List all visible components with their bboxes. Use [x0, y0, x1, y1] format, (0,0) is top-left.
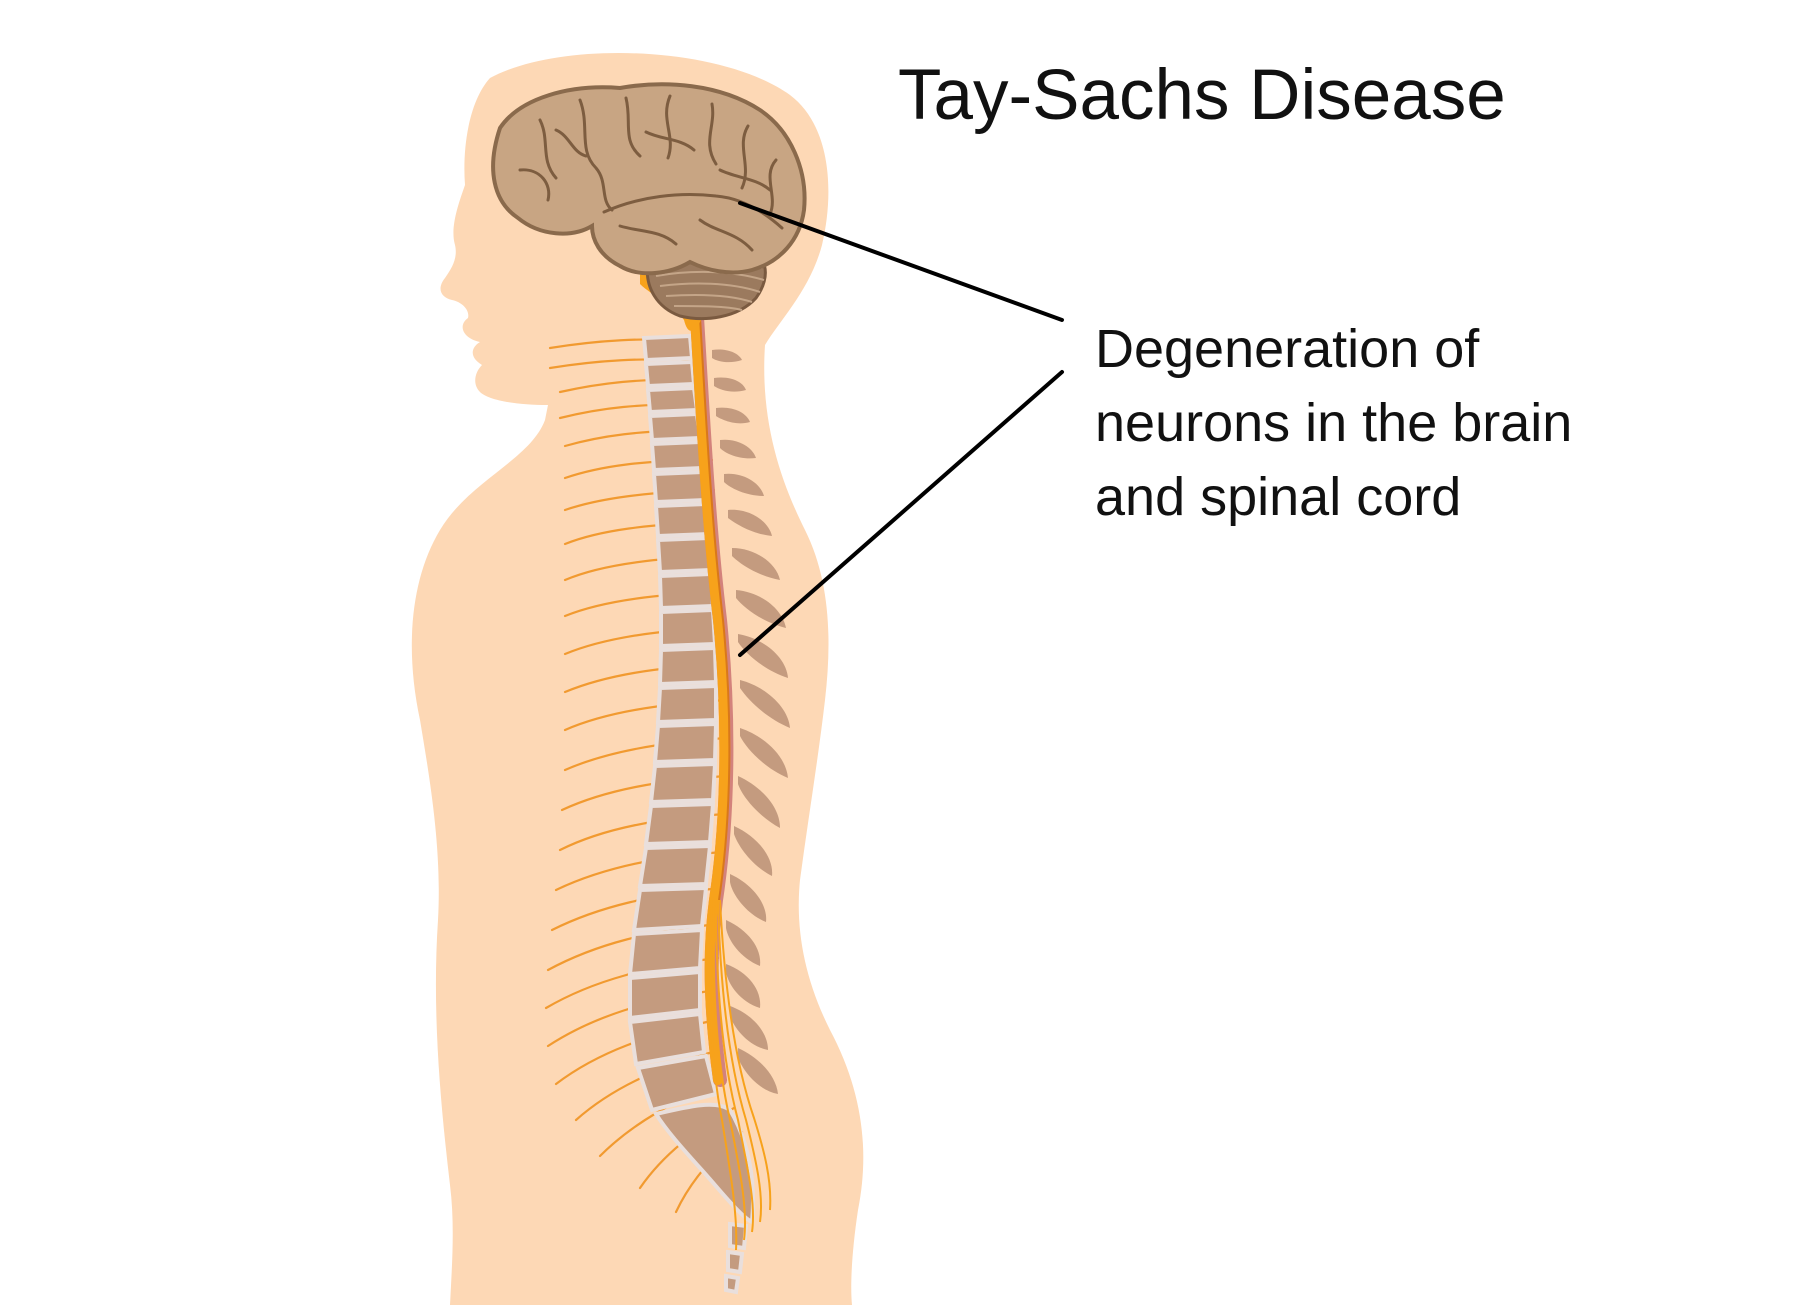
callout-line-3: and spinal cord — [1095, 467, 1462, 527]
callout-line-1: Degeneration of — [1095, 319, 1480, 379]
diagram-title: Tay-Sachs Disease — [898, 56, 1506, 135]
callout-label — [1095, 312, 1572, 534]
callout-line-2: neurons in the brain — [1095, 393, 1573, 453]
